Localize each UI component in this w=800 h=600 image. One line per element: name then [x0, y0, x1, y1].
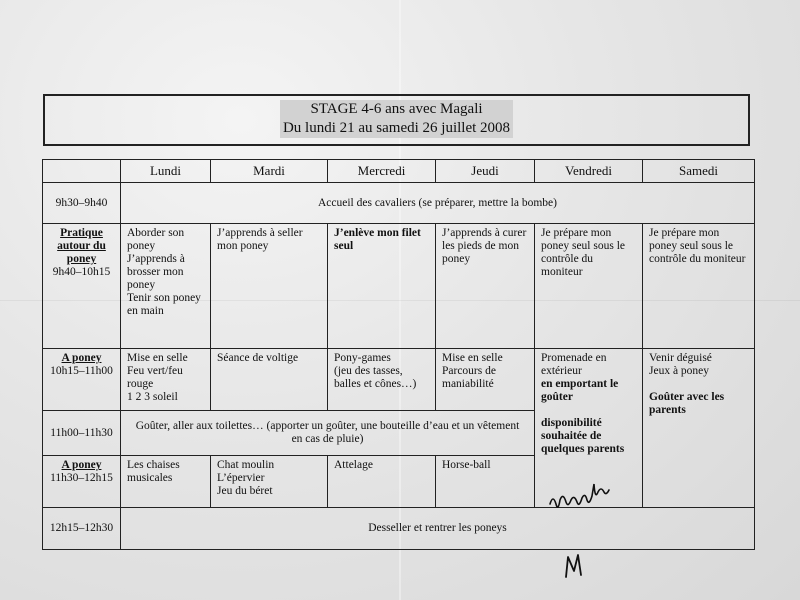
- cell-line: Attelage: [334, 459, 373, 472]
- handwritten-promenade-signature: [548, 482, 638, 512]
- cell-line: poney: [127, 279, 156, 292]
- pratique-samedi: [643, 224, 755, 349]
- poney2-label-cell: [43, 456, 121, 508]
- header-day: Jeudi: [436, 160, 535, 183]
- cell-line: Jeu du béret: [217, 485, 273, 498]
- cell-line: Horse-ball: [442, 459, 491, 472]
- cell-line: en emportant le: [541, 378, 619, 391]
- poney1-mardi: [211, 349, 328, 410]
- cell-line: J’apprends à curer: [442, 227, 527, 240]
- cell-line: musicales: [127, 472, 173, 485]
- schedule-table: [42, 159, 755, 550]
- cell-line: Mise en selle: [127, 352, 188, 365]
- cell-line: J’apprends à seller: [217, 227, 303, 240]
- title-highlight: [280, 100, 513, 138]
- row-fin: [43, 508, 755, 550]
- cell-line: [541, 404, 636, 417]
- accueil-cell: Accueil des cavaliers (se préparer, mettre la bombe): [121, 182, 755, 224]
- cell-line: J’enlève mon filet: [334, 227, 421, 240]
- time-cell: 12h15–12h30: [43, 508, 121, 550]
- cell-line: Mise en selle: [442, 352, 503, 365]
- cell-line: moniteur: [541, 266, 583, 279]
- pratique-vendredi: [535, 224, 643, 349]
- cell-line: Je prépare mon: [649, 227, 720, 240]
- poney1-mercredi: [328, 349, 436, 410]
- pratique-label: autour du: [57, 240, 106, 253]
- row-poney-1: [43, 349, 755, 410]
- cell-line: (jeu des tasses,: [334, 365, 403, 378]
- cell-line: maniabilité: [442, 378, 494, 391]
- cell-line: en main: [127, 305, 164, 318]
- cell-line: Venir déguisé: [649, 352, 712, 365]
- cell-line: quelques parents: [541, 443, 625, 456]
- poney2-label: A poney: [61, 459, 102, 472]
- cell-line: Jeux à poney: [649, 365, 710, 378]
- cell-line: rouge: [127, 378, 154, 391]
- header-row: [43, 160, 755, 183]
- cell-line: Goûter avec les: [649, 391, 725, 404]
- cell-line: J’apprends à: [127, 253, 185, 266]
- cell-line: disponibilité: [541, 417, 602, 430]
- handwritten-m-mark: [563, 553, 585, 579]
- header-day: Mercredi: [328, 160, 436, 183]
- time-cell: 11h00–11h30: [43, 410, 121, 456]
- cell-line: [649, 378, 748, 391]
- title-box: [43, 94, 750, 146]
- cell-line: Feu vert/feu: [127, 365, 183, 378]
- cell-line: Parcours de: [442, 365, 496, 378]
- title-line-1: STAGE 4-6 ans avec Magali: [310, 101, 483, 117]
- cell-line: Tenir son poney: [127, 292, 201, 305]
- cell-line: les pieds de mon: [442, 240, 519, 253]
- gouter-cell: [121, 410, 535, 456]
- cell-line: poney: [442, 253, 471, 266]
- cell-line: Séance de voltige: [217, 352, 299, 365]
- cell-line: poney seul sous le: [541, 240, 626, 253]
- header-day: Lundi: [121, 160, 211, 183]
- poney2-mardi: [211, 456, 328, 508]
- cell-line: brosser mon: [127, 266, 184, 279]
- pratique-lundi: [121, 224, 211, 349]
- title-line-2: Du lundi 21 au samedi 26 juillet 2008: [282, 120, 511, 136]
- cell-line: Je prépare mon: [541, 227, 612, 240]
- pratique-label: Pratique: [60, 227, 103, 240]
- time-cell: 9h30–9h40: [43, 182, 121, 224]
- cell-line: parents: [649, 404, 686, 417]
- pratique-jeudi: [436, 224, 535, 349]
- fin-cell: Desseller et rentrer les poneys: [121, 508, 755, 550]
- cell-line: goûter: [541, 391, 573, 404]
- poney2-jeudi: [436, 456, 535, 508]
- poney2-lundi: [121, 456, 211, 508]
- pratique-label: poney: [66, 253, 97, 266]
- cell-line: extérieur: [541, 365, 582, 378]
- cell-line: Aborder son: [127, 227, 185, 240]
- cell-line: Goûter, aller aux toilettes… (apporter un goûter, une bouteille d’eau et un vêtement: [135, 420, 520, 432]
- poney1-label: A poney: [61, 352, 102, 365]
- pratique-mardi: [211, 224, 328, 349]
- row-accueil: [43, 182, 755, 224]
- header-day: Samedi: [643, 160, 755, 183]
- cell-line: Promenade en: [541, 352, 607, 365]
- cell-line: poney: [127, 240, 156, 253]
- cell-line: souhaitée de: [541, 430, 602, 443]
- pratique-label-cell: [43, 224, 121, 349]
- poney1-jeudi: [436, 349, 535, 410]
- cell-line: Pony-games: [334, 352, 391, 365]
- cell-line: balles et cônes…): [334, 378, 417, 391]
- poney2-time: 11h30–12h15: [50, 472, 113, 485]
- row-pratique: [43, 224, 755, 349]
- cell-line: mon poney: [217, 240, 269, 253]
- poney1-label-cell: [43, 349, 121, 410]
- cell-line: Les chaises: [127, 459, 180, 472]
- header-corner: [43, 160, 121, 183]
- samedi-deguise-cell: [643, 349, 755, 508]
- cell-line: Chat moulin: [217, 459, 275, 472]
- cell-line: contrôle du moniteur: [649, 253, 746, 266]
- cell-line: L’épervier: [217, 472, 265, 485]
- cell-line: contrôle du: [541, 253, 594, 266]
- cell-line: 1 2 3 soleil: [127, 391, 178, 404]
- cell-line: poney seul sous le: [649, 240, 734, 253]
- pratique-time: 9h40–10h15: [52, 266, 111, 279]
- cell-line: en cas de pluie): [291, 433, 364, 445]
- header-day: Vendredi: [535, 160, 643, 183]
- poney1-time: 10h15–11h00: [50, 365, 113, 378]
- poney2-mercredi: [328, 456, 436, 508]
- cell-line: seul: [334, 240, 354, 253]
- poney1-lundi: [121, 349, 211, 410]
- header-day: Mardi: [211, 160, 328, 183]
- pratique-mercredi: [328, 224, 436, 349]
